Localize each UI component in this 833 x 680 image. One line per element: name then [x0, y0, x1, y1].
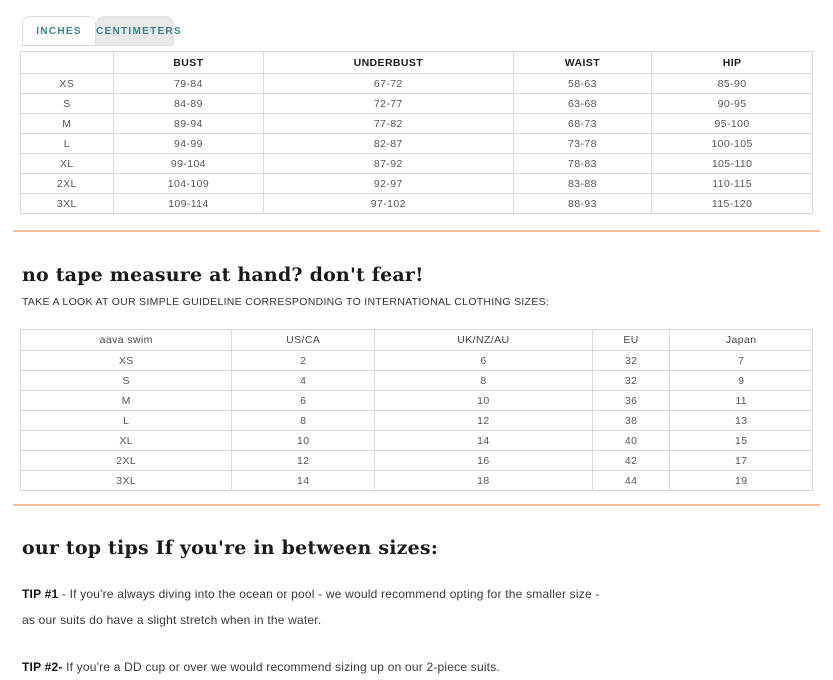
table-cell: 89-94	[113, 114, 263, 134]
table-cell: 82-87	[264, 134, 513, 154]
unit-tabs	[22, 16, 813, 46]
table-cell: 14	[232, 471, 375, 491]
column-header: WAIST	[513, 52, 652, 74]
column-header: UNDERBUST	[264, 52, 513, 74]
table-cell: 95-100	[652, 114, 813, 134]
table-cell: 63-68	[513, 94, 652, 114]
table-cell: 100-105	[652, 134, 813, 154]
size-guide-page	[0, 16, 833, 680]
table-header-row	[21, 330, 813, 351]
table-cell: 78-83	[513, 154, 652, 174]
table-row	[21, 134, 813, 154]
section-divider	[13, 230, 820, 232]
tip-1-label: TIP #1	[22, 587, 59, 601]
column-header: aava swim	[21, 330, 232, 351]
table-cell: 12	[375, 411, 593, 431]
table-cell: 18	[375, 471, 593, 491]
table-row	[21, 154, 813, 174]
table-cell: 83-88	[513, 174, 652, 194]
table-cell: 58-63	[513, 74, 652, 94]
table-cell: 44	[592, 471, 670, 491]
table-cell: XL	[21, 431, 232, 451]
table-row	[21, 174, 813, 194]
table-row	[21, 94, 813, 114]
table-cell: 73-78	[513, 134, 652, 154]
table-cell: 9	[670, 371, 813, 391]
table-cell: 110-115	[652, 174, 813, 194]
table-row	[21, 471, 813, 491]
table-cell: 72-77	[264, 94, 513, 114]
table-cell: 79-84	[113, 74, 263, 94]
table-cell: 16	[375, 451, 593, 471]
guideline-subheading: TAKE A LOOK AT OUR SIMPLE GUIDELINE CORRESPONDING TO INTERNATIONAL CLOTHING SIZES:	[22, 296, 550, 308]
table-cell: 6	[375, 351, 593, 371]
table-cell: 17	[670, 451, 813, 471]
table-cell: 12	[232, 451, 375, 471]
column-header: HIP	[652, 52, 813, 74]
tab-centimeters[interactable]: CENTIMETERS	[96, 16, 174, 46]
table-cell: 77-82	[264, 114, 513, 134]
table-cell: 97-102	[264, 194, 513, 214]
tip-2-text: If you're a DD cup or over we would recommend sizing up on our 2-piece suits.	[62, 660, 500, 674]
table-cell: XS	[21, 351, 232, 371]
table-cell: 115-120	[652, 194, 813, 214]
table-cell: 19	[670, 471, 813, 491]
column-header	[21, 52, 114, 74]
table-cell: 92-97	[264, 174, 513, 194]
table-cell: 15	[670, 431, 813, 451]
table-cell: 4	[232, 371, 375, 391]
table-cell: 8	[375, 371, 593, 391]
table-cell: S	[21, 94, 114, 114]
table-cell: 14	[375, 431, 593, 451]
table-row	[21, 194, 813, 214]
table-cell: 2	[232, 351, 375, 371]
table-row	[21, 431, 813, 451]
table-cell: 8	[232, 411, 375, 431]
table-cell: XS	[21, 74, 114, 94]
table-cell: 88-93	[513, 194, 652, 214]
table-cell: 90-95	[652, 94, 813, 114]
table-cell: 3XL	[21, 471, 232, 491]
table-cell: 42	[592, 451, 670, 471]
column-header: US/CA	[232, 330, 375, 351]
table-cell: 85-90	[652, 74, 813, 94]
section-divider	[13, 504, 820, 506]
table-cell: 87-92	[264, 154, 513, 174]
table-cell: L	[21, 411, 232, 431]
table-row	[21, 371, 813, 391]
table-cell: 109-114	[113, 194, 263, 214]
table-row	[21, 391, 813, 411]
table-cell: M	[21, 391, 232, 411]
column-header: EU	[592, 330, 670, 351]
tab-inches[interactable]: INCHES	[22, 16, 96, 46]
table-cell: 67-72	[264, 74, 513, 94]
table-cell: 40	[592, 431, 670, 451]
tip-1	[22, 581, 813, 633]
tip-1-text-line1: - If you're always diving into the ocean or pool - we would recommend opting for the smaller size -	[58, 587, 600, 601]
table-cell: 84-89	[113, 94, 263, 114]
table-cell: 10	[232, 431, 375, 451]
table-cell: 10	[375, 391, 593, 411]
guideline-heading: no tape measure at hand? don't fear!	[22, 264, 424, 286]
table-cell: 104-109	[113, 174, 263, 194]
table-cell: 3XL	[21, 194, 114, 214]
tip-1-text-line2: as our suits do have a slight stretch when in the water.	[22, 613, 322, 627]
column-header: UK/NZ/AU	[375, 330, 593, 351]
table-row	[21, 451, 813, 471]
table-row	[21, 114, 813, 134]
table-cell: 99-104	[113, 154, 263, 174]
table-row	[21, 351, 813, 371]
tips-heading: our top tips If you're in between sizes:	[22, 537, 439, 559]
table-cell: S	[21, 371, 232, 391]
table-cell: XL	[21, 154, 114, 174]
table-cell: 32	[592, 351, 670, 371]
tip-2-label: TIP #2-	[22, 660, 63, 674]
column-header: Japan	[670, 330, 813, 351]
table-cell: 6	[232, 391, 375, 411]
table-cell: 38	[592, 411, 670, 431]
column-header: BUST	[113, 52, 263, 74]
table-cell: L	[21, 134, 114, 154]
tip-2	[22, 654, 813, 680]
international-size-table	[20, 329, 813, 491]
table-header-row	[21, 52, 813, 74]
table-cell: 7	[670, 351, 813, 371]
table-cell: 2XL	[21, 451, 232, 471]
table-cell: 32	[592, 371, 670, 391]
table-cell: 11	[670, 391, 813, 411]
table-cell: 105-110	[652, 154, 813, 174]
table-cell: 2XL	[21, 174, 114, 194]
body-measurement-table	[20, 51, 813, 214]
table-cell: 13	[670, 411, 813, 431]
table-cell: 94-99	[113, 134, 263, 154]
table-row	[21, 74, 813, 94]
table-row	[21, 411, 813, 431]
table-cell: 68-73	[513, 114, 652, 134]
table-cell: M	[21, 114, 114, 134]
table-cell: 36	[592, 391, 670, 411]
